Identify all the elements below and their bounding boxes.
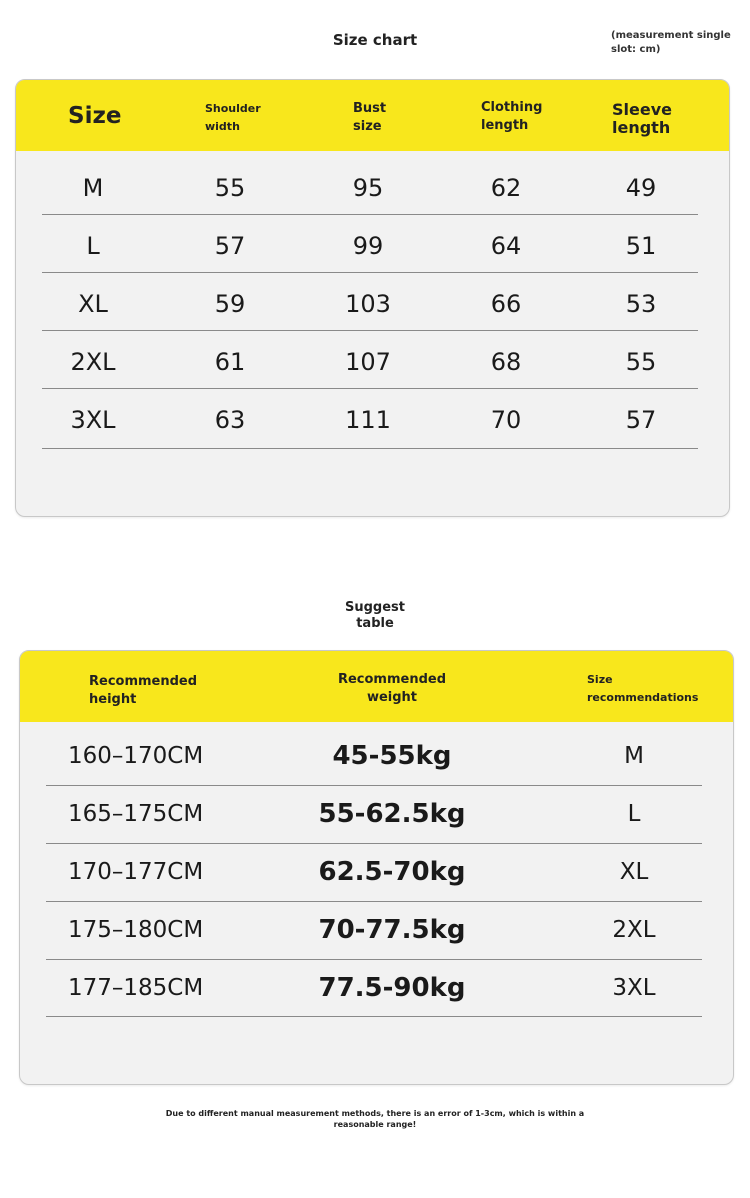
table-row <box>42 330 698 389</box>
suggest-table-title <box>0 600 750 632</box>
cell-shoulder: 61 <box>214 348 246 376</box>
cell-shoulder: 57 <box>214 232 246 260</box>
cell-size: L <box>86 232 100 260</box>
header-recommended-height: Recommended height <box>89 674 198 707</box>
cell-sleeve: 55 <box>625 348 657 376</box>
cell-length: 62 <box>490 174 522 202</box>
cell-bust: 107 <box>345 348 391 376</box>
cell-bust: 111 <box>345 406 391 434</box>
cell-weight: 55-62.5kg <box>318 799 466 829</box>
header-bust-size: Bust size <box>353 101 387 134</box>
cell-height: 170–177CM <box>68 859 204 885</box>
table-row <box>46 959 702 1017</box>
table-row <box>46 727 702 786</box>
cell-sleeve: 51 <box>625 232 657 260</box>
cell-shoulder: 59 <box>214 290 246 318</box>
cell-size: L <box>627 801 641 827</box>
cell-length: 64 <box>490 232 522 260</box>
cell-weight: 45-55kg <box>332 741 452 771</box>
table-row <box>42 388 698 449</box>
cell-sleeve: 57 <box>625 406 657 434</box>
cell-bust: 103 <box>345 290 391 318</box>
cell-size: M <box>82 174 104 202</box>
cell-height: 177–185CM <box>68 975 204 1001</box>
table-row <box>46 843 702 902</box>
cell-shoulder: 63 <box>214 406 246 434</box>
table-row <box>42 156 698 215</box>
cell-shoulder: 55 <box>214 174 246 202</box>
unit-note: (measurement single slot: cm) <box>611 30 731 55</box>
suggest-table <box>19 650 734 1085</box>
cell-weight: 77.5-90kg <box>318 973 466 1003</box>
size-chart-table <box>15 79 730 517</box>
cell-sleeve: 49 <box>625 174 657 202</box>
table-row <box>42 214 698 273</box>
size-chart-header <box>16 80 729 151</box>
header-sleeve-length: Sleeve length <box>612 100 672 137</box>
cell-weight: 70-77.5kg <box>318 915 466 945</box>
cell-height: 175–180CM <box>68 917 204 943</box>
header-recommended-weight: Recommended weight <box>337 672 447 705</box>
cell-size: 3XL <box>70 406 116 434</box>
cell-length: 68 <box>490 348 522 376</box>
cell-height: 160–170CM <box>68 743 204 769</box>
header-clothing-length: Clothing length <box>481 100 543 133</box>
suggest-table-title-text: Suggest table <box>345 600 405 631</box>
cell-size: XL <box>619 859 649 885</box>
size-chart-title: Size chart <box>332 31 418 49</box>
cell-length: 66 <box>490 290 522 318</box>
table-row <box>46 785 702 844</box>
cell-sleeve: 53 <box>625 290 657 318</box>
header-shoulder-width: Shoulder width <box>205 102 261 133</box>
cell-length: 70 <box>490 406 522 434</box>
table-row <box>46 901 702 960</box>
cell-size: M <box>624 743 644 769</box>
cell-weight: 62.5-70kg <box>318 857 466 887</box>
suggest-table-header <box>20 651 733 722</box>
table-row <box>42 272 698 331</box>
measurement-disclaimer: Due to different manual measurement methods, there is an error of 1-3cm, which is within a reasonable range! <box>165 1109 585 1129</box>
cell-size: XL <box>78 290 108 318</box>
cell-height: 165–175CM <box>68 801 204 827</box>
cell-size: 3XL <box>612 975 656 1001</box>
header-size: Size <box>68 103 122 129</box>
cell-size: 2XL <box>70 348 116 376</box>
cell-bust: 99 <box>352 232 384 260</box>
cell-bust: 95 <box>352 174 384 202</box>
header-size-recommendations: Size recommendations <box>587 673 699 704</box>
cell-size: 2XL <box>612 917 656 943</box>
